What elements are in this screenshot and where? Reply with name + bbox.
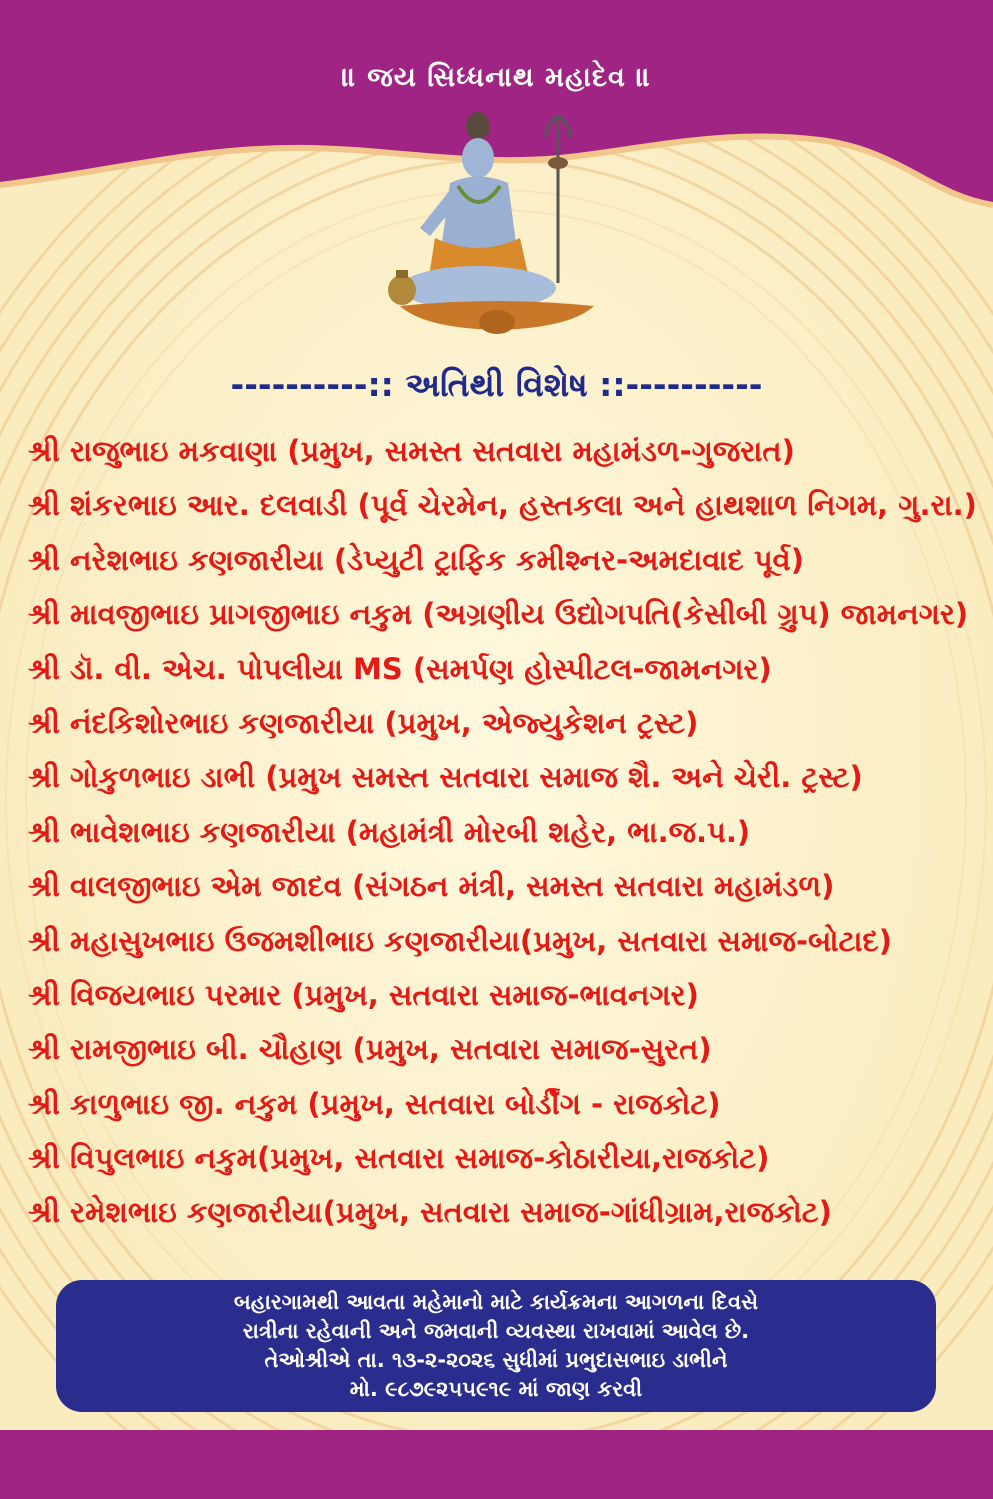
guest-item: શ્રી મહાસુખભાઇ ઉજમશીભાઇ કણજારીયા(પ્રમુખ, સતવારા સમાજ-બોટાદ) [28, 923, 892, 958]
notice-box [56, 1280, 936, 1412]
shiva-seated-icon [380, 108, 615, 340]
guest-item: શ્રી કાળુભાઇ જી. નકુમ (પ્રમુખ, સતવારા બોર્ડીંગ - રાજકોટ) [28, 1086, 721, 1121]
guest-item: શ્રી માવજીભાઇ પ્રાગજીભાઇ નકુમ (અગ્રણીય ઉદ્યોગપતિ(કેસીબી ગ્રુપ) જામનગર) [28, 597, 969, 632]
notice-line: રાત્રીના રહેવાની અને જમવાની વ્યવસ્થા રાખવામાં આવેલ છે. [242, 1319, 750, 1343]
guest-item: શ્રી રામજીભાઇ બી. ચૌહાણ (પ્રમુખ, સતવારા સમાજ-સુરત) [28, 1032, 712, 1067]
guest-item: શ્રી ડૉ. વી. એચ. પોપલીયા MS (સમર્પણ હોસ્પીટલ-જામનગર) [28, 651, 772, 686]
guest-item: શ્રી વાલજીભાઇ એમ જાદવ (સંગઠન મંત્રી, સમસ્ત સતવારા મહામંડળ) [28, 869, 835, 904]
guest-item: શ્રી રાજુભાઇ મકવાણા (પ્રમુખ, સમસ્ત સતવારા મહામંડળ-ગુજરાત) [28, 434, 795, 468]
header-title: ॥ જય સિધ્ધનાથ મહાદેવ ॥ [341, 62, 652, 93]
guest-item: શ્રી નંદકિશોરભાઇ કણજારીયા (પ્રમુખ, એજ્યુકેશન ટ્રસ્ટ) [28, 705, 699, 740]
guest-item: શ્રી નરેશભાઇ કણજારીયા (ડેપ્યુટી ટ્રાફિક કમીશ્નર-અમદાવાદ પૂર્વ) [28, 542, 804, 577]
footer-band [0, 1430, 993, 1499]
guest-item: શ્રી વિપુલભાઇ નકુમ(પ્રમુખ, સતવારા સમાજ-કોઠારીયા,રાજકોટ) [28, 1141, 770, 1176]
guest-item: શ્રી રમેશભાઇ કણજારીયા(પ્રમુખ, સતવારા સમાજ-ગાંધીગ્રામ,રાજકોટ) [28, 1195, 832, 1230]
notice-line: મો. ૯૮૭૯૨૫૫૯૧૯ માં જાણ કરવી [349, 1377, 643, 1401]
guest-item: શ્રી ગોકુળભાઇ ડાભી (પ્રમુખ સમસ્ત સતવારા સમાજ શૈ. અને ચેરી. ટ્રસ્ટ) [28, 760, 863, 795]
notice-line: બહારગામથી આવતા મહેમાનો માટે કાર્યક્રમના આગળના દિવસે [233, 1290, 759, 1314]
section-title: ----------:: અતિથી વિશેષ ::---------- [230, 365, 763, 404]
guest-item: શ્રી ભાવેશભાઇ કણજારીયા (મહામંત્રી મોરબી શહેર, ભા.જ.પ.) [28, 814, 751, 849]
guest-list [28, 424, 978, 1240]
notice-line: તેઓશ્રીએ તા. ૧૩-૨-૨૦૨૬ સુધીમાં પ્રભુદાસભાઇ ડાભીને [264, 1348, 728, 1372]
guest-item: શ્રી શંકરભાઇ આર. દલવાડી (પૂર્વ ચેરમેન, હસ્તકલા અને હાથશાળ નિગમ, ગુ.રા.) [28, 488, 977, 523]
guest-item: શ્રી વિજયભાઇ પરમાર (પ્રમુખ, સતવારા સમાજ-ભાવનગર) [28, 977, 699, 1012]
